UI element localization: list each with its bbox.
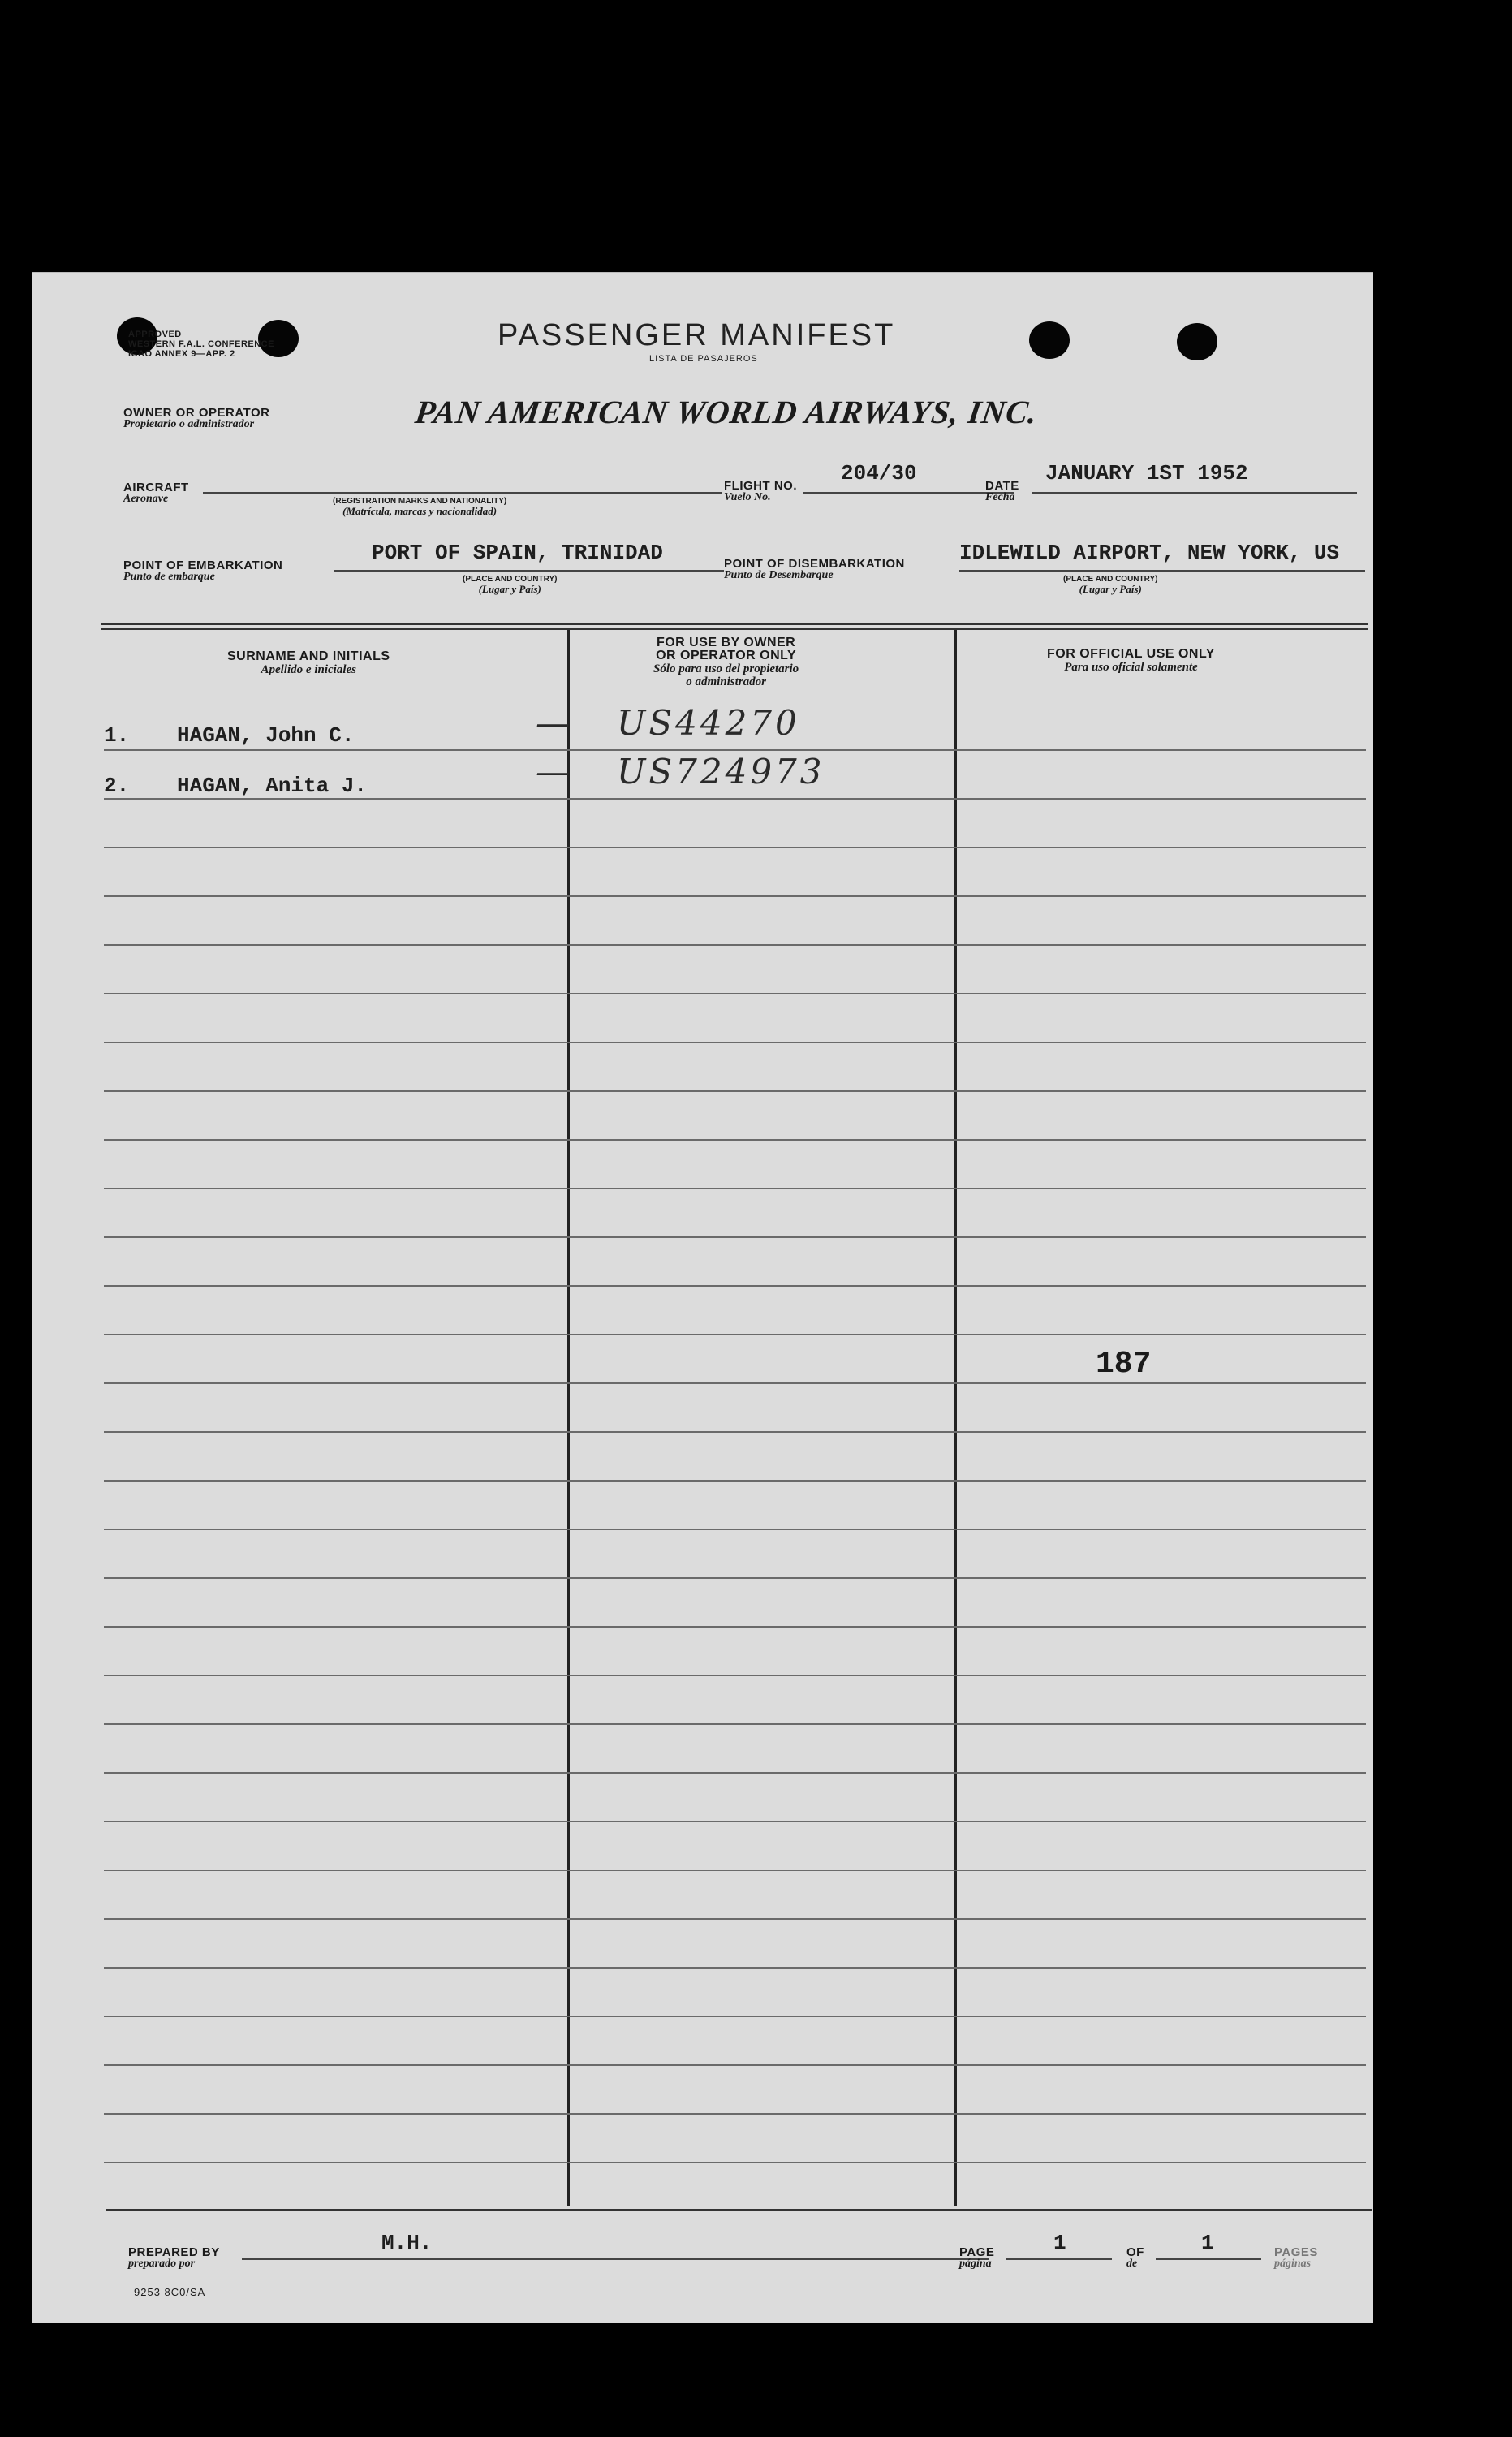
column-divider [567, 630, 570, 2206]
owner-label: OWNER OR OPERATOR Propietario o administrador [123, 406, 270, 430]
approval-line: ICAO ANNEX 9—APP. 2 [128, 349, 235, 359]
manifest-sheet [32, 272, 1373, 2323]
page-underline [1006, 2258, 1112, 2260]
table-row-rule [104, 798, 1366, 800]
prepared-by-value: M.H. [381, 2231, 433, 2255]
passenger-id: US724973 [617, 752, 825, 791]
table-row-rule [104, 847, 1366, 848]
table-row-rule [104, 1577, 1366, 1579]
pages-label: PAGES páginas [1274, 2245, 1318, 2270]
of-label: OF de [1126, 2245, 1144, 2270]
table-top-rule [101, 628, 1368, 630]
table-row-rule [104, 993, 1366, 994]
aircraft-underline [203, 492, 722, 494]
registration-label: (REGISTRATION MARKS AND NATIONALITY) (Matrícula, marcas y nacionalidad) [333, 497, 507, 517]
table-row-rule [104, 1090, 1366, 1092]
of-underline [1156, 2258, 1261, 2260]
of-value: 1 [1201, 2231, 1214, 2255]
table-row-rule [104, 1626, 1366, 1628]
table-row-rule [104, 1236, 1366, 1238]
table-row-rule [104, 1821, 1366, 1822]
table-row-rule [104, 944, 1366, 946]
table-row-rule [104, 1675, 1366, 1676]
aircraft-label: AIRCRAFT Aeronave [123, 481, 189, 505]
table-row-rule [104, 1382, 1366, 1384]
table-row-rule [104, 1480, 1366, 1482]
table-row-rule [104, 1139, 1366, 1141]
embarkation-place-label: (PLACE AND COUNTRY) (Lugar y País) [463, 575, 558, 595]
disembarkation-label: POINT OF DISEMBARKATION Punto de Desembarque [724, 557, 905, 581]
approval-line: WESTERN F.A.L. CONFERENCE [128, 339, 274, 349]
owner-value: PAN AMERICAN WORLD AIRWAYS, INC. [412, 394, 1040, 430]
column-header-official-use: FOR OFFICIAL USE ONLY Para uso oficial solamente [1047, 647, 1215, 674]
table-row-rule [104, 1285, 1366, 1287]
punch-hole-icon [1029, 321, 1070, 359]
row-number: 2. [104, 774, 130, 798]
form-code: 9253 8C0/SA [134, 2286, 206, 2298]
date-value: JANUARY 1ST 1952 [1045, 461, 1248, 485]
table-row-rule [104, 1772, 1366, 1774]
table-bottom-rule [106, 2209, 1372, 2211]
column-header-name: SURNAME AND INITIALS Apellido e iniciales [227, 649, 390, 676]
page-subtitle: LISTA DE PASAJEROS [649, 354, 758, 364]
table-row-rule [104, 1529, 1366, 1530]
prepared-underline [242, 2258, 989, 2260]
embarkation-label: POINT OF EMBARKATION Punto de embarque [123, 559, 283, 583]
prepared-by-label: PREPARED BY preparado por [128, 2245, 220, 2270]
disembarkation-value: IDLEWILD AIRPORT, NEW YORK, US [959, 541, 1340, 565]
disembarkation-place-label: (PLACE AND COUNTRY) (Lugar y País) [1063, 575, 1158, 595]
flight-underline [803, 492, 1014, 494]
flight-label: FLIGHT NO. Vuelo No. [724, 479, 797, 503]
flight-value: 204/30 [841, 461, 917, 485]
page-label: PAGE página [959, 2245, 995, 2270]
passenger-dash: — [536, 752, 573, 791]
table-row-rule [104, 2162, 1366, 2163]
passenger-name: HAGAN, Anita J. [177, 774, 368, 798]
page-value: 1 [1053, 2231, 1066, 2255]
table-row-rule [104, 895, 1366, 897]
date-label: DATE Fecha [985, 479, 1019, 503]
row-number: 1. [104, 723, 130, 748]
table-row-rule [104, 1870, 1366, 1871]
passenger-name: HAGAN, John C. [177, 723, 355, 748]
table-row-rule [104, 1431, 1366, 1433]
column-header-owner-use: FOR USE BY OWNER OR OPERATOR ONLY Sólo para uso del propietario o administrador [653, 636, 799, 688]
table-row-rule [104, 1918, 1366, 1920]
table-top-rule [101, 623, 1368, 625]
date-underline [1032, 492, 1357, 494]
table-row-rule [104, 1042, 1366, 1043]
embarkation-value: PORT OF SPAIN, TRINIDAD [372, 541, 663, 565]
table-row-rule [104, 2016, 1366, 2017]
passenger-id: US44270 [617, 703, 800, 743]
approval-line: APPROVED [128, 330, 182, 339]
table-row-rule [104, 2064, 1366, 2066]
table-row-rule [104, 1334, 1366, 1335]
table-row-rule [104, 1188, 1366, 1189]
page-title: PASSENGER MANIFEST [498, 318, 896, 352]
official-note: 187 [1096, 1347, 1152, 1382]
passenger-dash: — [536, 703, 573, 743]
table-row-rule [104, 2113, 1366, 2115]
punch-hole-icon [1177, 323, 1217, 360]
approval-note [128, 330, 274, 359]
table-row-rule [104, 749, 1366, 751]
column-divider [954, 630, 957, 2206]
table-row-rule [104, 1723, 1366, 1725]
embarkation-underline [334, 570, 724, 572]
disembarkation-underline [959, 570, 1365, 572]
table-row-rule [104, 1967, 1366, 1969]
